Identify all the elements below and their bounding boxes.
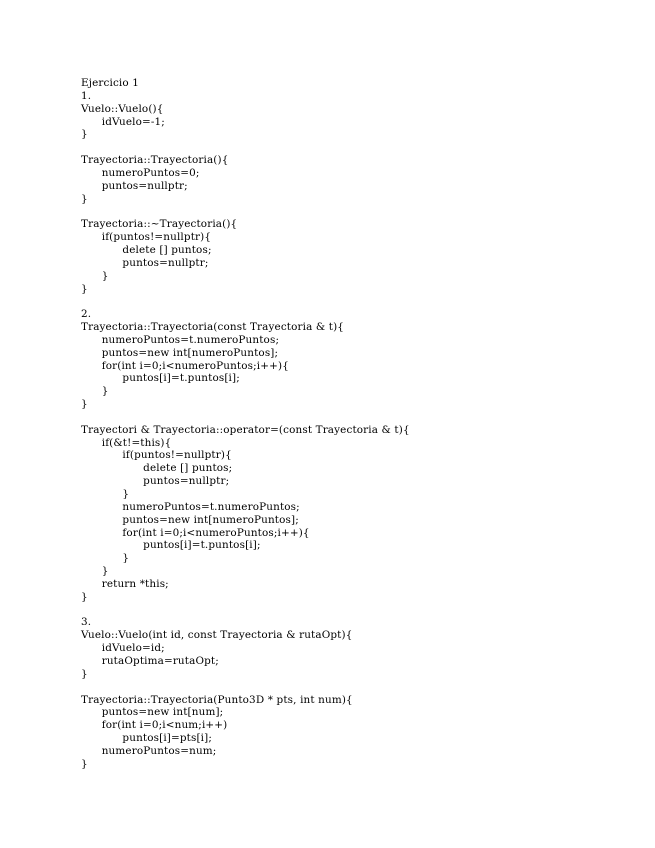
blank-line: [81, 141, 410, 154]
code-line: }: [81, 552, 130, 565]
code-line: }: [81, 488, 130, 500]
blank-line: [81, 411, 410, 424]
blank-line: [81, 604, 410, 617]
code-line: 1.: [81, 89, 92, 102]
code-line: idVuelo=-1;: [81, 115, 165, 128]
code-line: puntos=new int[numeroPuntos];: [81, 513, 299, 526]
code-line: numeroPuntos=0;: [81, 166, 200, 179]
blank-line: [81, 205, 410, 218]
code-line: puntos[i]=t.puntos[i];: [81, 539, 261, 552]
code-line: numeroPuntos=t.numeroPuntos;: [81, 333, 280, 346]
code-line: Ejercicio 1: [81, 77, 140, 89]
code-line: Trayectoria::~Trayectoria(){: [81, 218, 238, 231]
code-line: rutaOptima=rutaOpt;: [81, 654, 219, 667]
code-line: }: [81, 590, 88, 603]
code-line: 2.: [81, 308, 92, 321]
code-line: puntos[i]=pts[i];: [81, 732, 213, 745]
code-line: }: [81, 667, 88, 680]
code-line: for(int i=0;i<num;i++): [81, 719, 228, 732]
code-line: }: [81, 128, 88, 141]
blank-line: [81, 681, 410, 694]
code-line: idVuelo=id;: [81, 642, 165, 655]
code-line: Vuelo::Vuelo(int id, const Trayectoria & rutaOpt){: [81, 629, 353, 642]
code-line: puntos=new int[numeroPuntos];: [81, 346, 279, 359]
code-line: puntos=nullptr;: [81, 475, 230, 488]
code-line: numeroPuntos=t.numeroPuntos;: [81, 500, 300, 513]
code-line: puntos=nullptr;: [81, 179, 188, 192]
code-line: }: [81, 269, 109, 282]
code-line: delete [] puntos;: [81, 243, 212, 256]
code-line: numeroPuntos=num;: [81, 744, 217, 757]
code-line: Vuelo::Vuelo(){: [81, 102, 164, 115]
code-line: }: [81, 398, 88, 411]
code-line: if(puntos!=nullptr){: [81, 449, 232, 462]
code-line: Trayectoria::Trayectoria(Punto3D * pts, int num){: [81, 693, 353, 706]
code-line: for(int i=0;i<numeroPuntos;i++){: [81, 359, 289, 372]
code-line: }: [81, 192, 88, 205]
code-line: }: [81, 757, 88, 770]
code-line: puntos=nullptr;: [81, 256, 209, 269]
code-line: Trayectoria::Trayectoria(){: [81, 154, 229, 167]
code-line: for(int i=0;i<numeroPuntos;i++){: [81, 526, 310, 539]
code-line: if(puntos!=nullptr){: [81, 231, 212, 244]
code-line: delete [] puntos;: [81, 462, 233, 475]
code-block: [81, 77, 410, 771]
code-line: }: [81, 282, 88, 295]
blank-line: [81, 295, 410, 308]
code-line: puntos=new int[num];: [81, 706, 224, 719]
code-line: puntos[i]=t.puntos[i];: [81, 372, 240, 385]
code-line: if(&t!=this){: [81, 436, 172, 449]
code-line: Trayectoria::Trayectoria(const Trayectoria & t){: [81, 321, 345, 334]
code-line: Trayectori & Trayectoria::operator=(const Trayectoria & t){: [81, 423, 410, 436]
code-line: }: [81, 385, 109, 398]
code-line: 3.: [81, 616, 92, 629]
code-line: }: [81, 565, 109, 578]
code-line: return *this;: [81, 577, 169, 590]
